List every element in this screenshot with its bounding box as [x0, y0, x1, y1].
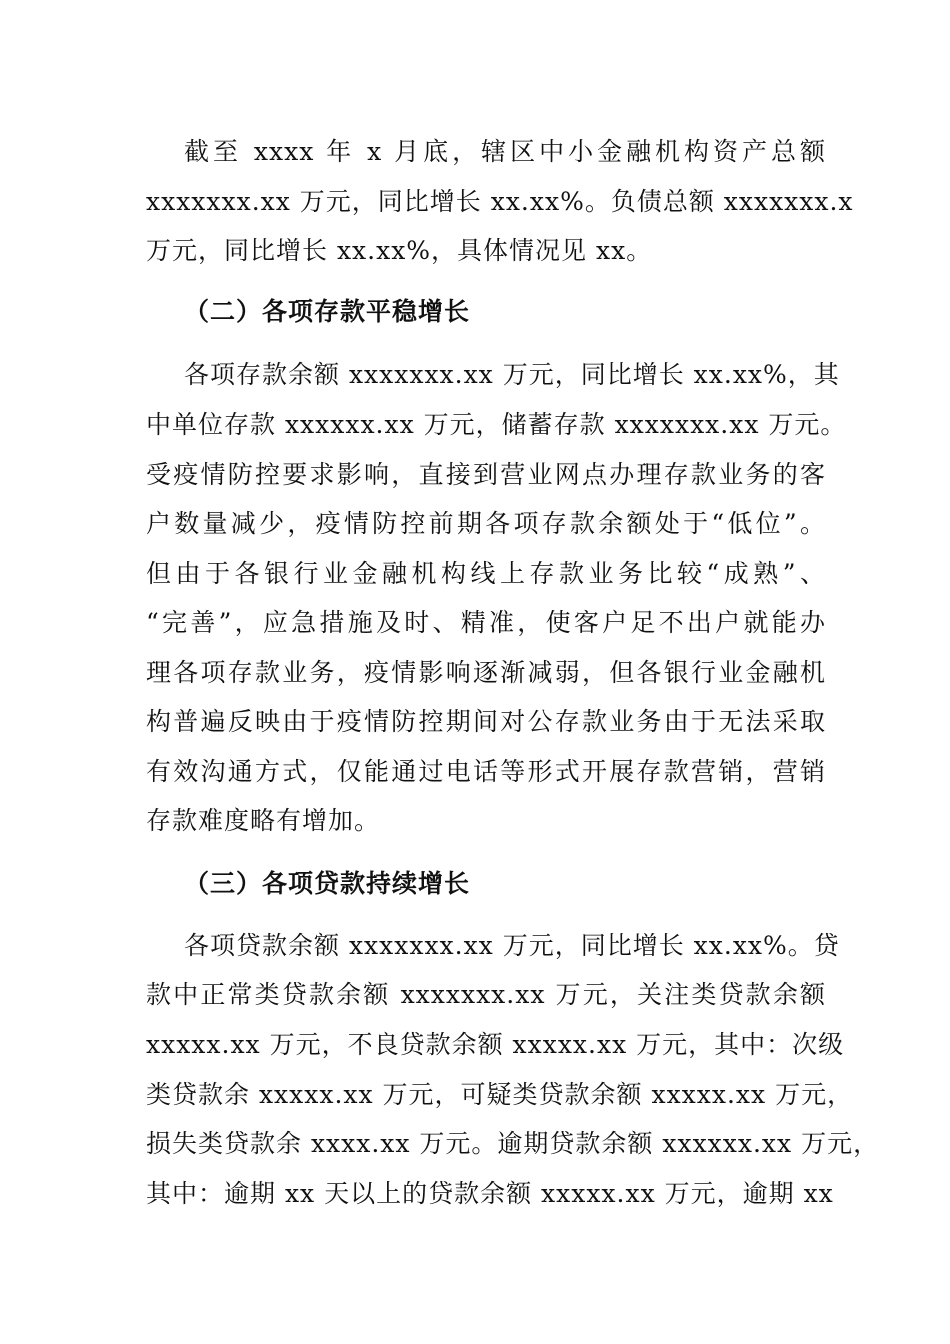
paragraph-line: xxxxxxx.xx 万元，同比增长 xx.xx%。负债总额 xxxxxxx.x: [146, 187, 854, 216]
paragraph-line: “完善”，应急措施及时、精准，使客户足不出户就能办: [146, 608, 826, 637]
paragraph-line: 其中：逾期 xx 天以上的贷款余额 xxxxx.xx 万元，逾期 xx: [146, 1179, 834, 1208]
paragraph-line: 理各项存款业务，疫情影响逐渐减弱，但各银行业金融机: [146, 658, 826, 687]
paragraph-line: 存款难度略有增加。: [146, 806, 381, 835]
paragraph-line: 但由于各银行业金融机构线上存款业务比较“成熟”、: [146, 559, 826, 588]
paragraph-line: 构普遍反映由于疫情防控期间对公存款业务由于无法采取: [146, 707, 826, 736]
section-heading: （三）各项贷款持续增长: [184, 869, 471, 898]
section-heading: （二）各项存款平稳增长: [184, 297, 471, 326]
paragraph-line: 户数量减少，疫情防控前期各项存款余额处于“低位”。: [146, 509, 826, 538]
paragraph-line: 有效沟通方式，仅能通过电话等形式开展存款营销，营销: [146, 757, 826, 786]
paragraph-line: 万元，同比增长 xx.xx%，具体情况见 xx。: [146, 236, 653, 265]
paragraph-line: 各项存款余额 xxxxxxx.xx 万元，同比增长 xx.xx%，其: [184, 360, 840, 389]
paragraph-line: 受疫情防控要求影响，直接到营业网点办理存款业务的客: [146, 460, 826, 489]
paragraph-line: 截至 xxxx 年 x 月底，辖区中小金融机构资产总额: [184, 137, 826, 166]
paragraph-line: 中单位存款 xxxxxx.xx 万元，储蓄存款 xxxxxxx.xx 万元。: [146, 410, 847, 439]
paragraph-line: 款中正常类贷款余额 xxxxxxx.xx 万元，关注类贷款余额: [146, 980, 826, 1009]
paragraph-line: xxxxx.xx 万元，不良贷款余额 xxxxx.xx 万元，其中：次级: [146, 1030, 845, 1059]
paragraph-line: 各项贷款余额 xxxxxxx.xx 万元，同比增长 xx.xx%。贷: [184, 931, 840, 960]
paragraph-line: 损失类贷款余 xxxx.xx 万元。逾期贷款余额 xxxxxx.xx 万元，: [146, 1129, 880, 1158]
paragraph-line: 类贷款余 xxxxx.xx 万元，可疑类贷款余额 xxxxx.xx 万元，: [146, 1080, 854, 1109]
